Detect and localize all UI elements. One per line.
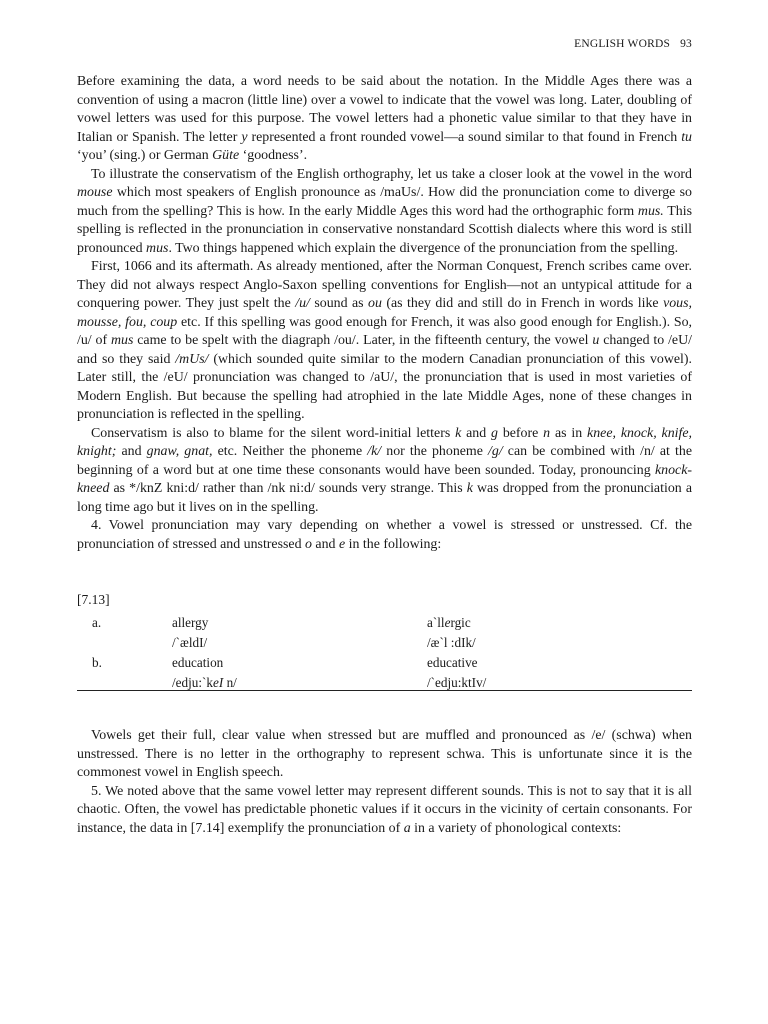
example-left [172, 633, 427, 653]
text-run: To illustrate the conservatism of the English orthography, let us take a closer look at the vowel in the word [91, 166, 692, 182]
text-run: o [305, 536, 312, 552]
text-run: ‘goodness’. [239, 148, 308, 163]
example-text: /æ`l :dIk/ [427, 635, 476, 650]
example-text: /edju:`k [172, 675, 214, 690]
text-run: etc. If this spelling was good enough for French, it was also good enough for English.). So, /u/ of [77, 314, 692, 348]
text-run: knee, knock, knife, knight; [77, 425, 692, 459]
text-run: Güte [212, 148, 240, 163]
text-run: (as they did and still do in French in words like [381, 296, 664, 311]
text-run: mus [146, 240, 169, 256]
text-run: Vowels get their full, clear value when stressed but are muffled and pronounced as /e/ (schwa) when unstressed. There is no letter in the orthography to represent schwa. This is unfortunate since it is the commonest vowel in English speech. [77, 728, 692, 780]
text-run: k [455, 425, 462, 441]
text-run: before [497, 425, 544, 441]
text-run: sound as [309, 296, 369, 311]
example-row [77, 653, 692, 673]
example-text: eI [213, 675, 224, 690]
running-head [574, 38, 692, 50]
text-run: /g/ [488, 444, 503, 459]
text-run: 5. We noted above that the same vowel letter may represent different sounds. This is not to say that it is all chaotic. Often, the vowel has predictable phonetic values if it occurs in the vicinity of certain consonants. For instance, the data in [7.14] exemplify the pronunciation of [77, 783, 692, 836]
example-text: a`ll [427, 615, 445, 630]
example-label: [7.13] [77, 592, 110, 607]
running-head-title: ENGLISH WORDS [574, 38, 671, 50]
text-run: /k/ [367, 444, 382, 459]
example-left [172, 653, 427, 673]
text-run: knock-kneed [77, 462, 692, 496]
text-run: ou [368, 296, 382, 311]
paragraph [77, 166, 692, 259]
example-right [427, 653, 692, 673]
text-run: This spelling is reflected in the pronunciation in conservative nonstandard Scottish dialects where this word is still pronounced [77, 203, 692, 256]
paragraph [77, 73, 692, 166]
paragraph [77, 425, 692, 518]
example-left [172, 613, 427, 633]
text-run: changed to /eU/ and so they said [77, 333, 692, 367]
text-run: gnaw, gnat, [146, 444, 213, 459]
text-run: and [461, 425, 492, 441]
text-run: mouse [77, 185, 113, 200]
text-run: k [466, 481, 473, 496]
example-rule [77, 690, 692, 691]
example-key: b. [92, 655, 102, 670]
text-run: came to be spelt with the diagraph /ou/. Later, in the fifteenth century, the vowel [133, 333, 593, 348]
text-run: ‘you’ (sing.) or German [77, 148, 213, 163]
text-run: a [403, 820, 411, 836]
text-run: as in [550, 425, 588, 441]
paragraph [77, 783, 692, 839]
text-run: and [311, 536, 339, 552]
text-run: nor the phoneme [381, 444, 489, 459]
paragraph [77, 517, 692, 554]
example-table [77, 613, 692, 693]
example-right [427, 613, 692, 633]
text-run: (which sounded quite similar to the modern Canadian pronunciation of this vowel). Later still, the /eU/ pronunciation was changed to /aU/, the pronunciation that is used in most varieties of Modern English. But because the spelling had atrophied in the late Middle Ages, none of these changes in pronunciation is reflected in the spelling. [77, 351, 692, 422]
text-run: which most speakers of English pronounce as /maUs/. How did the pronunciation come to diverge so much from the spelling? This is how. In the early Middle Ages this word had the orthographic form [77, 185, 692, 219]
example-text: n/ [223, 675, 237, 690]
example-text: rgic [450, 615, 471, 630]
example-text: educative [427, 655, 478, 670]
body-text-lower [77, 727, 692, 838]
example-key [77, 633, 172, 653]
example-text: /`ældI/ [172, 635, 208, 650]
text-run: in the following: [345, 536, 442, 552]
example-text: e [444, 615, 451, 630]
paragraph [77, 258, 692, 425]
text-run: was dropped from the pronunciation a long time ago but it lives on in the spelling. [77, 481, 692, 515]
example-text: allergy [172, 615, 209, 630]
text-run: n [543, 425, 551, 441]
text-run: represented a front rounded vowel—a sound similar to that found in French [247, 129, 682, 145]
text-run: u [592, 333, 600, 348]
text-run: y [241, 129, 248, 145]
example-key: a. [92, 615, 102, 630]
text-run: g [491, 425, 498, 441]
page-number: 93 [680, 38, 692, 50]
text-run: and [116, 444, 147, 459]
text-run: can be combined with /n/ at the beginning of a word but at one time these consonants would have been sounded. Today, pronouncing [77, 444, 692, 478]
text-run: e [338, 536, 346, 552]
example-text: education [172, 655, 224, 670]
text-run: as */knZ kni:d/ rather than /nk ni:d/ sounds very strange. This [109, 481, 467, 496]
text-run: /u/ [295, 296, 310, 311]
example-right [427, 633, 692, 653]
body-text-upper [77, 73, 692, 554]
text-run: . Two things happened which explain the divergence of the pronunciation from the spelling. [168, 240, 679, 256]
text-run: in a variety of phonological contexts: [410, 820, 622, 836]
example-text: /`edju:ktIv/ [427, 675, 487, 690]
text-run: mus [111, 333, 134, 348]
text-run: mus. [637, 203, 664, 219]
text-run: Before examining the data, a word needs to be said about the notation. In the Middle Ages there was a convention of using a macron (little line) over a vowel to indicate that the vowel was long. Later, doubling of vowel letters was used for this purpose. The vowel letters had a phonetic value similar to that they have in Italian or Spanish. The letter [77, 74, 692, 145]
text-run: 4. Vowel pronunciation may vary depending on whether a vowel is stressed or unstressed. Cf. the pronunciation of stressed and unstressed [77, 518, 692, 552]
example-row [77, 613, 692, 633]
example-row [77, 633, 692, 653]
text-run: First, 1066 and its aftermath. As already mentioned, after the Norman Conquest, French scribes came over. They did not always respect Anglo-Saxon spelling conventions for English—not an untypical attitude for a conquering power. They just spelt the [77, 259, 692, 311]
paragraph [77, 727, 692, 783]
text-run: Conservatism is also to blame for the silent word-initial letters [91, 425, 456, 441]
text-run: vous, mousse, fou, coup [77, 296, 692, 330]
text-run: tu [681, 129, 692, 145]
text-run: /mUs/ [175, 351, 209, 367]
text-run: etc. Neither the phoneme [212, 444, 368, 459]
